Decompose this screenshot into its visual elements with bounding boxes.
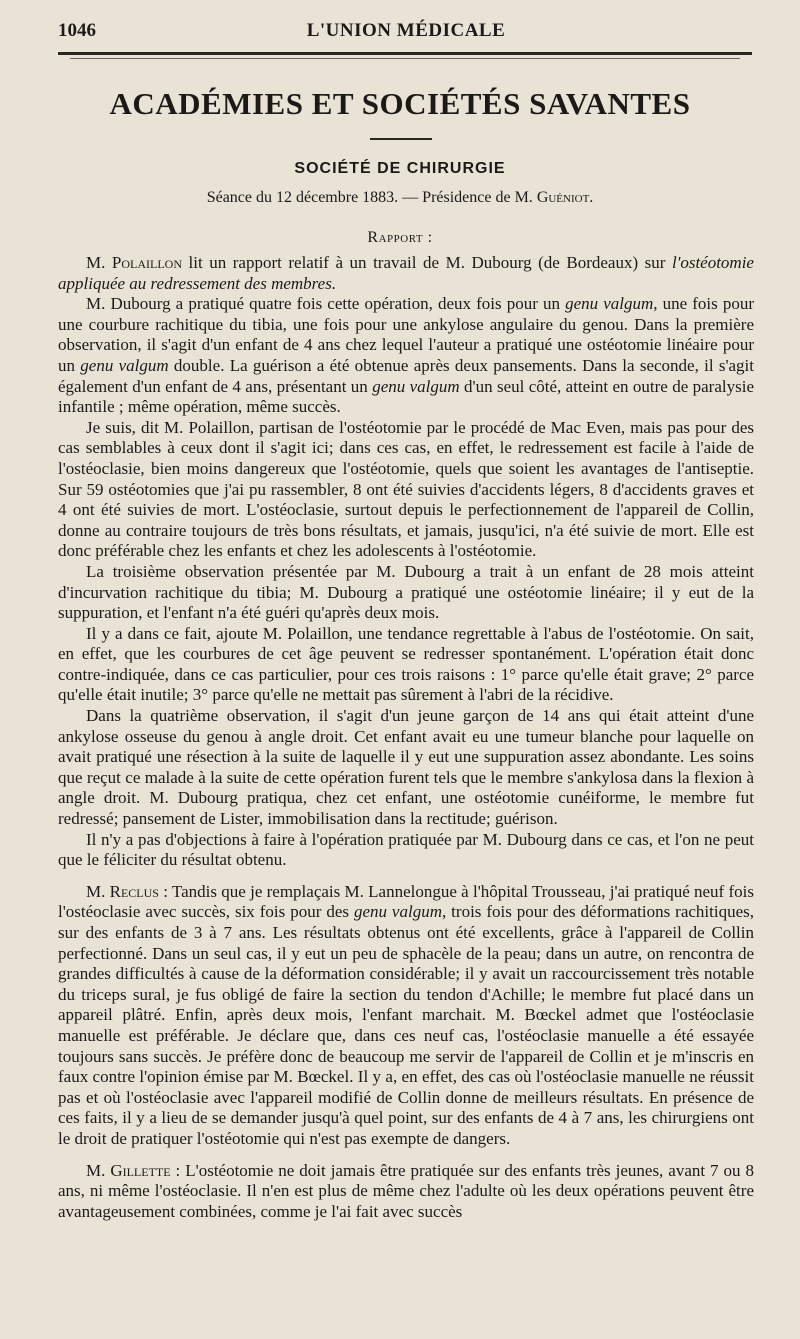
- running-header: [58, 20, 754, 46]
- speaker-name: M. Gillette: [86, 1160, 171, 1180]
- paragraph: Il y a dans ce fait, ajoute M. Polaillon, une tendance regrettable à l'abus de l'ostéotomie. On sait, en effet, que les courbures de cet âge peuvent se redresser spontanément. L'opération était donc contre-indiquée, dans ce cas particulier, pour ces trois raisons : 1° parce qu'elle était grave; 2° parce qu'elle était inutile; 3° parce qu'elle ne mettait pas sûrement à l'abri de la récidive.: [58, 623, 754, 705]
- speaker-name: M. Polaillon: [86, 253, 182, 272]
- paragraph: Je suis, dit M. Polaillon, partisan de l'ostéotomie par le procédé de Mac Even, mais pas pour des cas semblables à ceux dont il s'agit ici; dans ces cas, en effet, le redressement est facile à l'aide de l'ostéoclasie, bien moins dangereux que l'ostéotomie, quels que soient les avantages de l'antiseptie. Sur 59 ostéotomies que j'ai pu rassembler, 8 ont été suivies d'accidents légers, 8 d'accidents graves et 4 ont été suivies de mort. L'ostéoclasie, surtout depuis le perfectionnement de l'appareil de Collin, donne au contraire toujours de très bons résultats, et jamais, jusqu'ici, n'a été suivie de mort. Elle est donc préférable chez les enfants et chez les adolescents à l'ostéotomie.: [58, 417, 754, 561]
- page-number: 1046: [58, 20, 96, 41]
- section-title: ACADÉMIES ET SOCIÉTÉS SAVANTES: [109, 86, 691, 121]
- society-name: SOCIÉTÉ DE CHIRURGIE: [294, 160, 506, 177]
- paragraph: Dans la quatrième observation, il s'agit d'un jeune garçon de 14 ans qui était atteint d'une ankylose osseuse du genou à angle droit. Cet enfant avait eu une tumeur blanche pour laquelle on avait pratiqué une résection à la suite de laquelle il y eut une suppuration assez abondante. Les soins que reçut ce malade à la suite de cette opération furent tels que le membre s'ankylosa dans la flexion à angle droit. M. Dubourg pratiqua, chez cet enfant, une ostéotomie cunéiforme, le membre fut redressé; pansement de Lister, immobilisation dans la rectitude; guérison.: [58, 706, 754, 829]
- session-line: [0, 189, 800, 207]
- session-text: Séance du 12 décembre 1883. — Présidence de M.: [206, 189, 537, 206]
- article-body: [58, 253, 754, 1222]
- paragraph: M. Gillette : L'ostéotomie ne doit jamais être pratiquée sur des enfants très jeunes, avant 7 ou 8 ans, ni même l'ostéoclasie. Il n'en est plus de même chez l'adulte où les deux opérations peuvent être avantageusement combinées, comme je l'ai fait avec succès: [58, 1160, 754, 1221]
- paragraph: M. Reclus : Tandis que je remplaçais M. Lannelongue à l'hôpital Trousseau, j'ai pratiqué neuf fois l'ostéoclasie avec succès, six fois pour des genu valgum, trois fois pour des déformations rachitiques, sur des enfants de 3 à 7 ans. Les résultats obtenus ont été excellents, grâce à l'appareil de Collin perfectionné. Dans un seul cas, il y eut un peu de sphacèle de la peau; dans un autre, on rencontra de grandes difficultés à cause de la déformation considérable; il y avait un raccourcissement très notable du triceps sural, je fus obligé de faire la section du tendon d'Achille; le membre fut placé dans un appareil plâtré. Enfin, après deux mois, l'enfant marchait. M. Bœckel admet que l'ostéoclasie manuelle est préférable. Je déclare que, dans ces neuf cas, l'ostéoclasie manuelle a été essayée toujours sans succès. Je préfère donc de beaucoup me servir de l'appareil de Collin et je m'inscris en faux contre l'opinion émise par M. Bœckel. Il y a, en effet, des cas où l'ostéoclasie manuelle ne réussit pas et où l'ostéoclasie avec l'appareil modifié de Collin donne de meilleurs résultats. En présence de ces faits, il y a lieu de se demander jusqu'à quel point, sur des enfants de 4 à 7 ans, les chirurgiens ont le droit de pratiquer l'ostéotomie qui n'est pas exempte de dangers.: [58, 881, 755, 1148]
- paragraph: La troisième observation présentée par M. Dubourg a trait à un enfant de 28 mois atteint d'incurvation rachitique du tibia; M. Dubourg a pratiqué une ostéotomie linéaire; il y eut de la suppuration, et l'enfant n'a été guéri qu'après deux mois.: [58, 561, 754, 623]
- president-name: Guéniot.: [536, 189, 594, 206]
- paragraph: M. Dubourg a pratiqué quatre fois cette opération, deux fois pour un genu valgum, une fois pour une courbure rachitique du tibia, une fois pour une ankylose angulaire du genou. Dans la première observation, il s'agit d'un enfant de 4 ans chez lequel l'auteur a pratiqué une ostéotomie linéaire pour un genu valgum double. La guérison a été obtenue après deux pansements. Dans la seconde, il s'agit également d'un enfant de 4 ans, présentant un genu valgum d'un seul côté, atteint en outre de paralysie infantile ; même opération, même succès.: [58, 294, 755, 417]
- paragraph: M. Polaillon lit un rapport relatif à un travail de M. Dubourg (de Bordeaux) sur l'ostéotomie appliquée au redressement des membres.: [58, 253, 754, 293]
- title-divider: [370, 138, 432, 140]
- speaker-name: M. Reclus: [86, 881, 159, 901]
- rapport-heading: Rapport :: [367, 229, 433, 246]
- header-rule-thin: [70, 58, 740, 59]
- header-rule: [58, 52, 752, 55]
- journal-title: L'UNION MÉDICALE: [306, 20, 506, 41]
- paragraph: Il n'y a pas d'objections à faire à l'opération pratiquée par M. Dubourg dans ce cas, et l'on ne peut que le féliciter du résultat obtenu.: [58, 829, 754, 870]
